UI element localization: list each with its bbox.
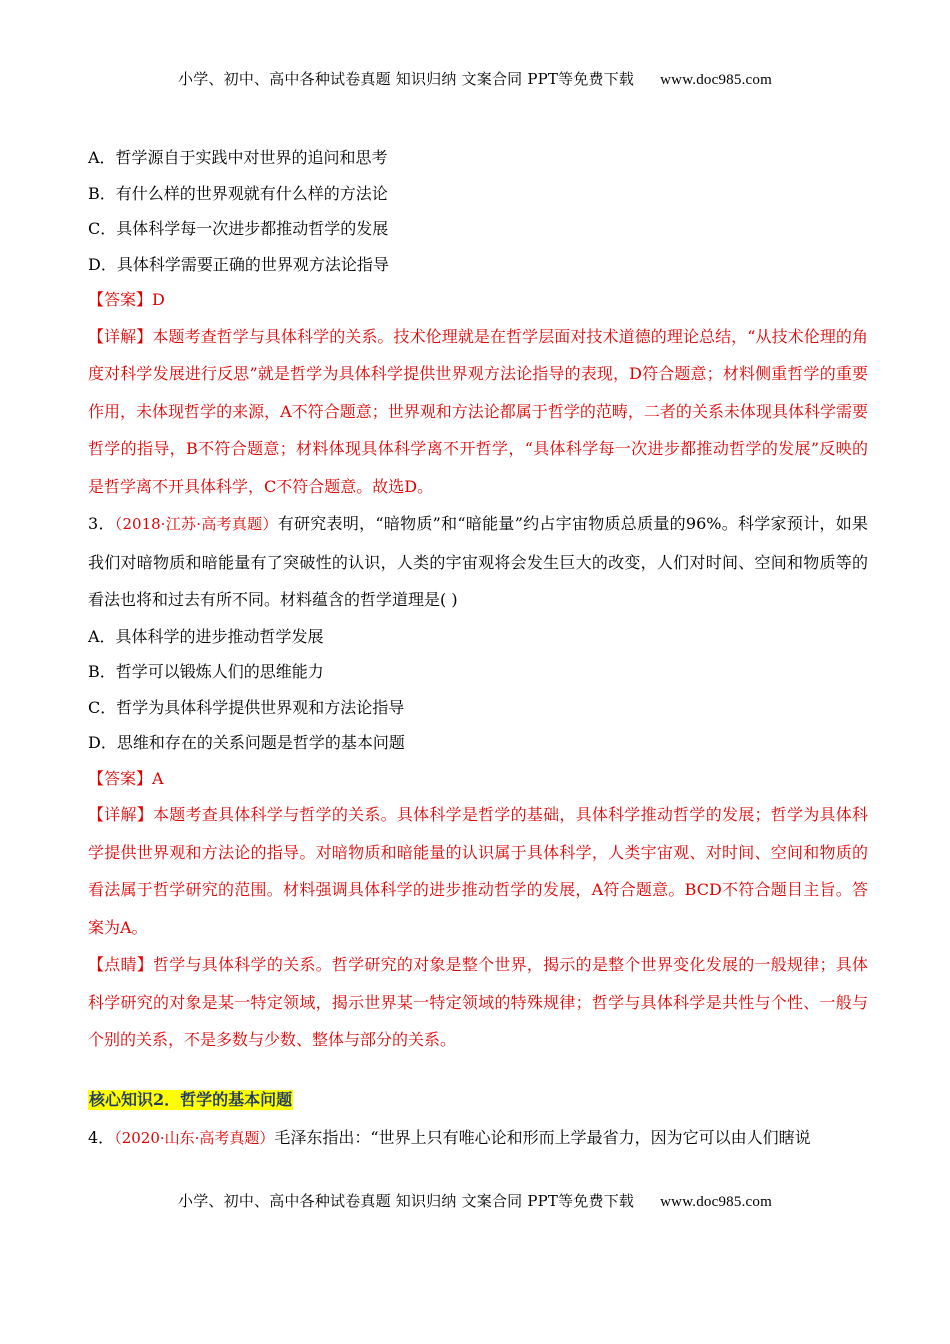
q2-answer [88,282,868,318]
section-heading-wrap [88,1081,868,1119]
question-number: 4． [88,1127,115,1147]
section-heading: 核心知识2．哲学的基本问题 [89,1089,293,1109]
header-url[interactable]: www.doc985.com [660,72,772,88]
tip-text: 哲学与具体科学的关系。哲学研究的对象是整个世界，揭示的是整个世界变化发展的一般规律；具体科学研究的对象是某一特定领域，揭示世界某一特定领域的特殊规律；哲学与具体科学是共性与个性、一般与个别的关系，不是多数与少数、整体与部分的关系。 [88,955,868,1049]
question-source: （2018·江苏·高考真题） [114,515,278,533]
spacer [88,1059,868,1081]
answer-tag: 【答案】 [88,768,153,788]
q3-tip [88,946,868,1059]
q2-option-d: D．具体科学需要正确的世界观方法论指导 [88,254,389,274]
detail-tag: 【详解】 [88,805,154,824]
question-text: 有研究表明，“暗物质”和“暗能量”约占宇宙物质总质量的96%。科学家预计，如果我们对暗物质和暗能量有了突破性的认识，人类的宇宙观将会发生巨大的改变，人们对时间、空间和物质等的看法也将和过去有所不同。材料蕴含的哲学道理是( ) [88,514,868,609]
q2-detail [88,318,868,506]
question-number: 3． [88,514,115,533]
q3-option-c: C．哲学为具体科学提供世界观和方法论指导 [88,697,405,717]
footer-url[interactable]: www.doc985.com [660,1194,772,1210]
detail-text: 本题考查哲学与具体科学的关系。技术伦理就是在哲学层面对技术道德的理论总结，“从技术伦理的角度对科学发展进行反思”就是哲学为具体科学提供世界观方法论指导的表现，D符合题意；材料侧重哲学的重要作用，未体现哲学的来源，A不符合题意；世界观和方法论都属于哲学的范畴，二者的关系未体现具体科学需要哲学的指导，B不符合题意；材料体现具体科学离不开哲学，“具体科学每一次进步都推动哲学的发展”反映的是哲学离不开具体科学，C不符合题意。故选D。 [88,326,868,496]
q4-stem [88,1119,868,1158]
footer-text: 小学、初中、高中各种试卷真题 知识归纳 文案合同 PPT等免费下载 [178,1192,635,1210]
tip-tag: 【点睛】 [88,955,154,974]
answer-tag: 【答案】 [88,290,153,309]
q3-detail [88,796,868,946]
header-text: 小学、初中、高中各种试卷真题 知识归纳 文案合同 PPT等免费下载 [178,70,635,88]
question-source: （2020·山东·高考真题） [114,1128,275,1147]
q3-answer [88,761,868,797]
detail-tag: 【详解】 [88,326,153,346]
answer-value: A [152,768,164,788]
question-text: 毛泽东指出：“世界上只有唯心论和形而上学最省力，因为它可以由人们瞎说 [274,1127,811,1147]
q2-option-c: C．具体科学每一次进步都推动哲学的发展 [88,219,389,238]
page-footer [0,1190,950,1211]
q3-stem [88,505,868,619]
detail-text: 本题考查具体科学与哲学的关系。具体科学是哲学的基础，具体科学推动哲学的发展；哲学为具体科学提供世界观和方法论的指导。对暗物质和暗能量的认识属于具体科学，人类宇宙观、对时间、空间和物质的看法属于哲学研究的范围。材料强调具体科学的进步推动哲学的发展，A符合题意。BCD不符合题目主旨。答案为A。 [88,805,868,937]
q3-option-d: D．思维和存在的关系问题是哲学的基本问题 [88,733,405,752]
q3-option-b: B．哲学可以锻炼人们的思维能力 [88,662,324,681]
answer-value: D [152,290,165,309]
document-body [88,140,868,1157]
q2-option-a: A．哲学源自于实践中对世界的追问和思考 [88,148,388,167]
q3-option-a: A．具体科学的进步推动哲学发展 [88,626,324,646]
page-header [0,68,950,89]
q2-option-b: B．有什么样的世界观就有什么样的方法论 [88,183,388,203]
